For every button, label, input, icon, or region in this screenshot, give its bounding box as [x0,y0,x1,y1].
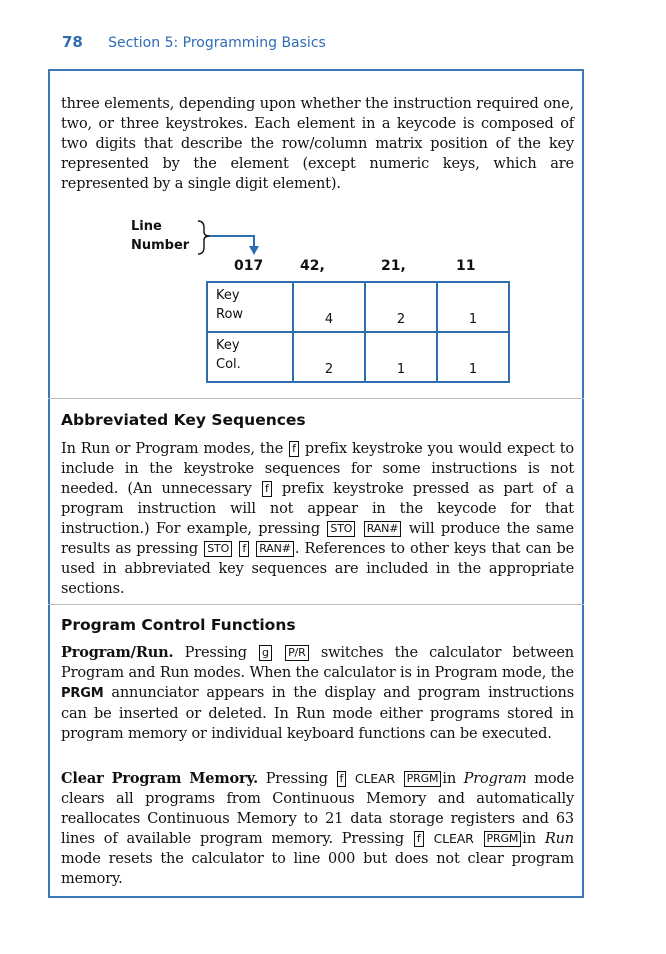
keycode-2: 21, [381,258,406,274]
ran-key: RAN# [364,521,402,537]
table-cell: 2 [293,332,365,382]
table-cell: 1 [437,282,509,332]
line-label-2: Number [131,238,190,253]
page-header [62,33,326,51]
row-label [207,282,293,332]
cpm-text: mode resets the calculator to line 000 but does not clear program memory. [61,851,574,887]
heading-abbreviated-key-sequences: Abbreviated Key Sequences [61,411,306,429]
f-key: f [337,771,347,787]
line-number-arrow [190,218,270,258]
cpm-text: in [522,831,545,847]
prgm-annunciator: PRGM [61,686,104,701]
table-row [207,332,509,382]
prgm-key: PRGM [404,771,442,787]
sto-key: STO [327,521,355,537]
abbrev-paragraph [61,439,574,599]
heading-program-control-functions: Program Control Functions [61,616,296,634]
cpm-text: Pressing [258,771,336,787]
row-label-1: Key [216,288,240,303]
cpm-text: in [442,771,464,787]
page-number: 78 [62,33,83,51]
program-run-text: switches the calculator between Program and Run modes. When the calculator is in Program mode, the [61,645,574,681]
clear-program-memory-title: Clear Program Memory. [61,770,259,787]
col-label-1: Key [216,338,240,353]
table-row [207,282,509,332]
intro-paragraph [61,94,574,194]
keycode-table [206,281,510,383]
g-key: g [259,645,272,661]
f-key: f [239,541,249,557]
prgm-key: PRGM [484,831,522,847]
clear-label: CLEAR [354,771,395,786]
sto-key: STO [204,541,232,557]
section-divider [48,604,584,605]
ran-key: RAN# [256,541,294,557]
line-label-1: Line [131,219,162,234]
table-cell: 4 [293,282,365,332]
keycode-1: 42, [300,258,325,274]
program-run-text: annunciator appears in the display and program instructions can be inserted or deleted. In Run mode either programs stored in program memory or individual keyboard functions can be executed. [61,685,574,742]
cpm-text: mode clears all programs from Continuous Memory and automatically reallocates Continuous Memory to 21 data storage registers and 63 lines of available program memory. Pressing [61,771,574,847]
abbrev-text: . References to other keys that can be used in abbreviated key sequences are included in the appropriate sections. [61,541,575,597]
section-divider [48,398,584,399]
table-cell: 1 [365,332,437,382]
program-run-text: Pressing [173,645,259,661]
clear-label: CLEAR [433,831,474,846]
section-title: Section 5: Programming Basics [108,35,326,51]
clear-program-memory-paragraph [61,769,574,889]
abbrev-text: In Run or Program modes, the [61,441,289,457]
keycode-3: 11 [456,258,476,274]
intro-text: three elements, depending upon whether the instruction required one, two, or three keystrokes. Each element in a keycode is composed of two digits that describe the row/column matrix position of the key represented by the element (except numeric keys, which are represented by a single digit element). [61,96,574,192]
run-mode-word: Run [544,831,574,847]
abbrev-text: will produce the same results as pressing [61,521,574,557]
col-label-2: Col. [216,357,241,372]
table-cell: 1 [437,332,509,382]
program-mode-word: Program [463,771,527,787]
pr-key: P/R [285,645,309,661]
table-cell: 2 [365,282,437,332]
row-label-2: Row [216,307,244,322]
abbrev-text: prefix keystroke you would expect to include in the keystroke sequences for some instructions is not needed. (An unnecessary [61,441,574,497]
program-run-title: Program/Run. [61,644,174,661]
f-key: f [289,441,299,457]
f-key: f [262,481,272,497]
abbrev-text: prefix keystroke pressed as part of a program instruction will not appear in the keycode for that instruction.) For example, pressing [61,481,575,537]
program-run-paragraph [61,643,574,744]
keycode-line-number: 017 [234,258,264,274]
f-key: f [414,831,424,847]
row-label [207,332,293,382]
